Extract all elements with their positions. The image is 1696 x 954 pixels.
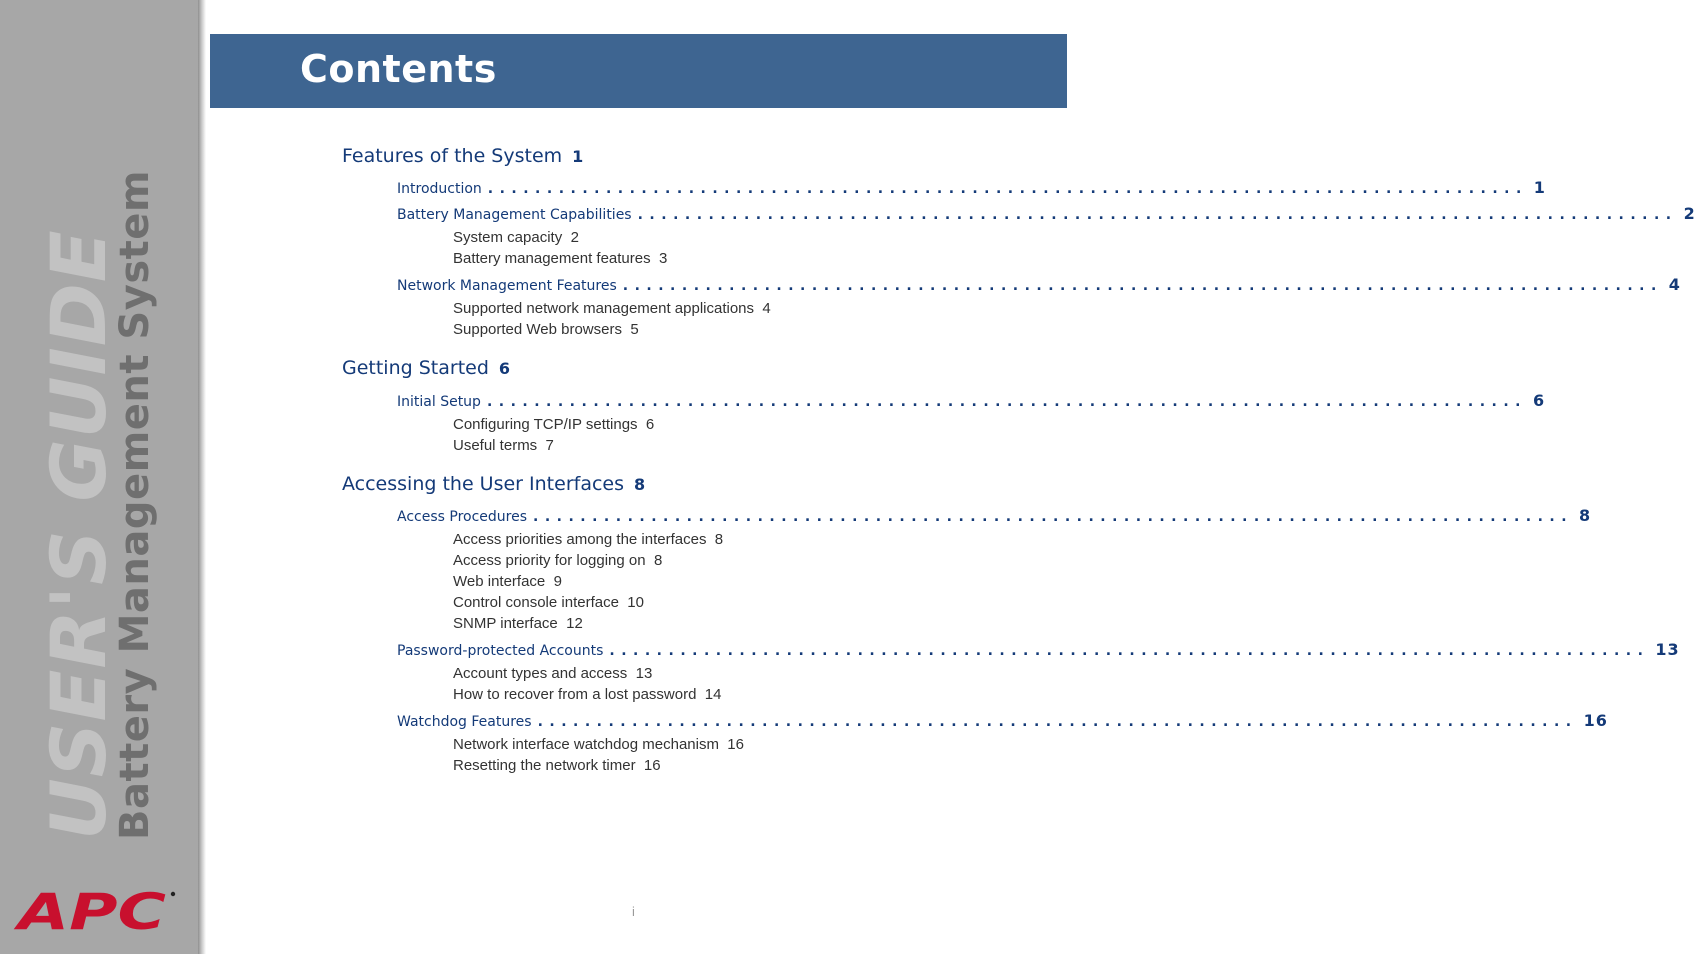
section-page: 4: [1668, 275, 1681, 294]
toc-subsection[interactable]: [453, 594, 644, 611]
subsection-title: Account types and access: [453, 665, 628, 682]
section-page: 13: [1655, 640, 1680, 659]
svg-text:APC: APC: [12, 883, 167, 941]
section-page: 2: [1683, 204, 1696, 223]
toc-subsection[interactable]: [453, 416, 654, 433]
toc-subsection[interactable]: [453, 736, 744, 753]
toc-subsection[interactable]: [453, 437, 554, 454]
subsection-page: 14: [704, 686, 722, 703]
subsection-page: 12: [566, 615, 583, 632]
page-title: Contents: [300, 47, 497, 91]
product-name: Battery Management System: [112, 169, 158, 840]
toc-subsection[interactable]: [453, 321, 639, 338]
subsection-title: Access priorities among the interfaces: [453, 531, 707, 548]
subsection-title: System capacity: [453, 229, 563, 246]
subsection-page: 16: [643, 757, 661, 774]
toc-subsection[interactable]: [453, 665, 652, 682]
subsection-title: Access priority for logging on: [453, 552, 646, 569]
subsection-title: Network interface watchdog mechanism: [453, 736, 719, 753]
subsection-title: Control console interface: [453, 594, 619, 611]
chapter-page: 1: [572, 147, 584, 166]
subsection-page: 13: [635, 665, 653, 682]
section-title: Battery Management Capabilities: [397, 207, 632, 223]
toc-subsection[interactable]: [453, 757, 661, 774]
dot-leader: ........................................................................................: [622, 278, 1663, 294]
toc-section[interactable]: [397, 178, 1546, 197]
subsection-title: How to recover from a lost password: [453, 686, 697, 703]
section-page: 1: [1533, 178, 1546, 197]
subsection-page: 7: [545, 437, 554, 454]
toc-subsection[interactable]: [453, 229, 579, 246]
toc-section[interactable]: [397, 204, 1696, 223]
section-title: Introduction: [397, 181, 482, 197]
toc-subsection[interactable]: [453, 573, 562, 590]
section-page: 8: [1579, 506, 1592, 525]
chapter-page: 6: [498, 359, 511, 378]
toc-section[interactable]: [397, 711, 1608, 730]
subsection-page: 2: [570, 229, 579, 246]
toc-chapter[interactable]: [342, 473, 645, 495]
chapter-page: 8: [634, 475, 646, 494]
toc-section[interactable]: [397, 640, 1680, 659]
subsection-title: Battery management features: [453, 250, 651, 267]
chapter-title: Getting Started: [342, 357, 489, 379]
subsection-page: 9: [553, 573, 562, 590]
toc-section[interactable]: [397, 506, 1592, 525]
subsection-title: Web interface: [453, 573, 546, 590]
toc-subsection[interactable]: [453, 300, 771, 317]
dot-leader: ........................................................................................: [537, 714, 1578, 730]
subsection-page: 8: [714, 531, 724, 548]
footer-page-number: i: [632, 904, 635, 919]
subsection-title: Supported Web browsers: [453, 321, 622, 338]
chapter-title: Features of the System: [342, 145, 563, 167]
toc-subsection[interactable]: [453, 615, 583, 632]
section-title: Network Management Features: [397, 278, 617, 294]
subsection-page: 6: [645, 416, 655, 433]
section-page: 16: [1583, 711, 1608, 730]
toc-section[interactable]: [397, 275, 1681, 294]
subsection-title: Resetting the network timer: [453, 757, 636, 774]
subsection-page: 10: [627, 594, 644, 611]
dot-leader: ........................................................................................: [487, 181, 1528, 197]
dot-leader: ........................................................................................: [609, 643, 1650, 659]
section-title: Initial Setup: [397, 394, 481, 410]
section-title: Access Procedures: [397, 509, 528, 525]
toc-subsection[interactable]: [453, 686, 721, 703]
subsection-page: 3: [658, 250, 668, 267]
guide-title: USER'S GUIDE: [34, 229, 123, 840]
section-title: Password-protected Accounts: [397, 643, 604, 659]
section-title: Watchdog Features: [397, 714, 532, 730]
subsection-page: 5: [630, 321, 639, 338]
subsection-title: Configuring TCP/IP settings: [453, 416, 638, 433]
subsection-page: 16: [727, 736, 744, 753]
dot-leader: ........................................................................................: [533, 509, 1574, 525]
subsection-title: SNMP interface: [453, 615, 558, 632]
toc-chapter[interactable]: [342, 357, 510, 379]
toc-subsection[interactable]: [453, 552, 662, 569]
toc-subsection[interactable]: [453, 531, 723, 548]
section-page: 6: [1532, 391, 1546, 410]
subsection-page: 8: [653, 552, 663, 569]
toc-subsection[interactable]: [453, 250, 667, 267]
dot-leader: ........................................................................................: [637, 207, 1678, 223]
dot-leader: ........................................................................................: [486, 394, 1527, 410]
subsection-title: Supported network management applications: [453, 300, 755, 317]
toc-chapter[interactable]: [342, 145, 583, 167]
chapter-title: Accessing the User Interfaces: [342, 473, 624, 495]
subsection-title: Useful terms: [453, 437, 538, 454]
subsection-page: 4: [762, 300, 771, 317]
toc-section[interactable]: [397, 391, 1546, 410]
